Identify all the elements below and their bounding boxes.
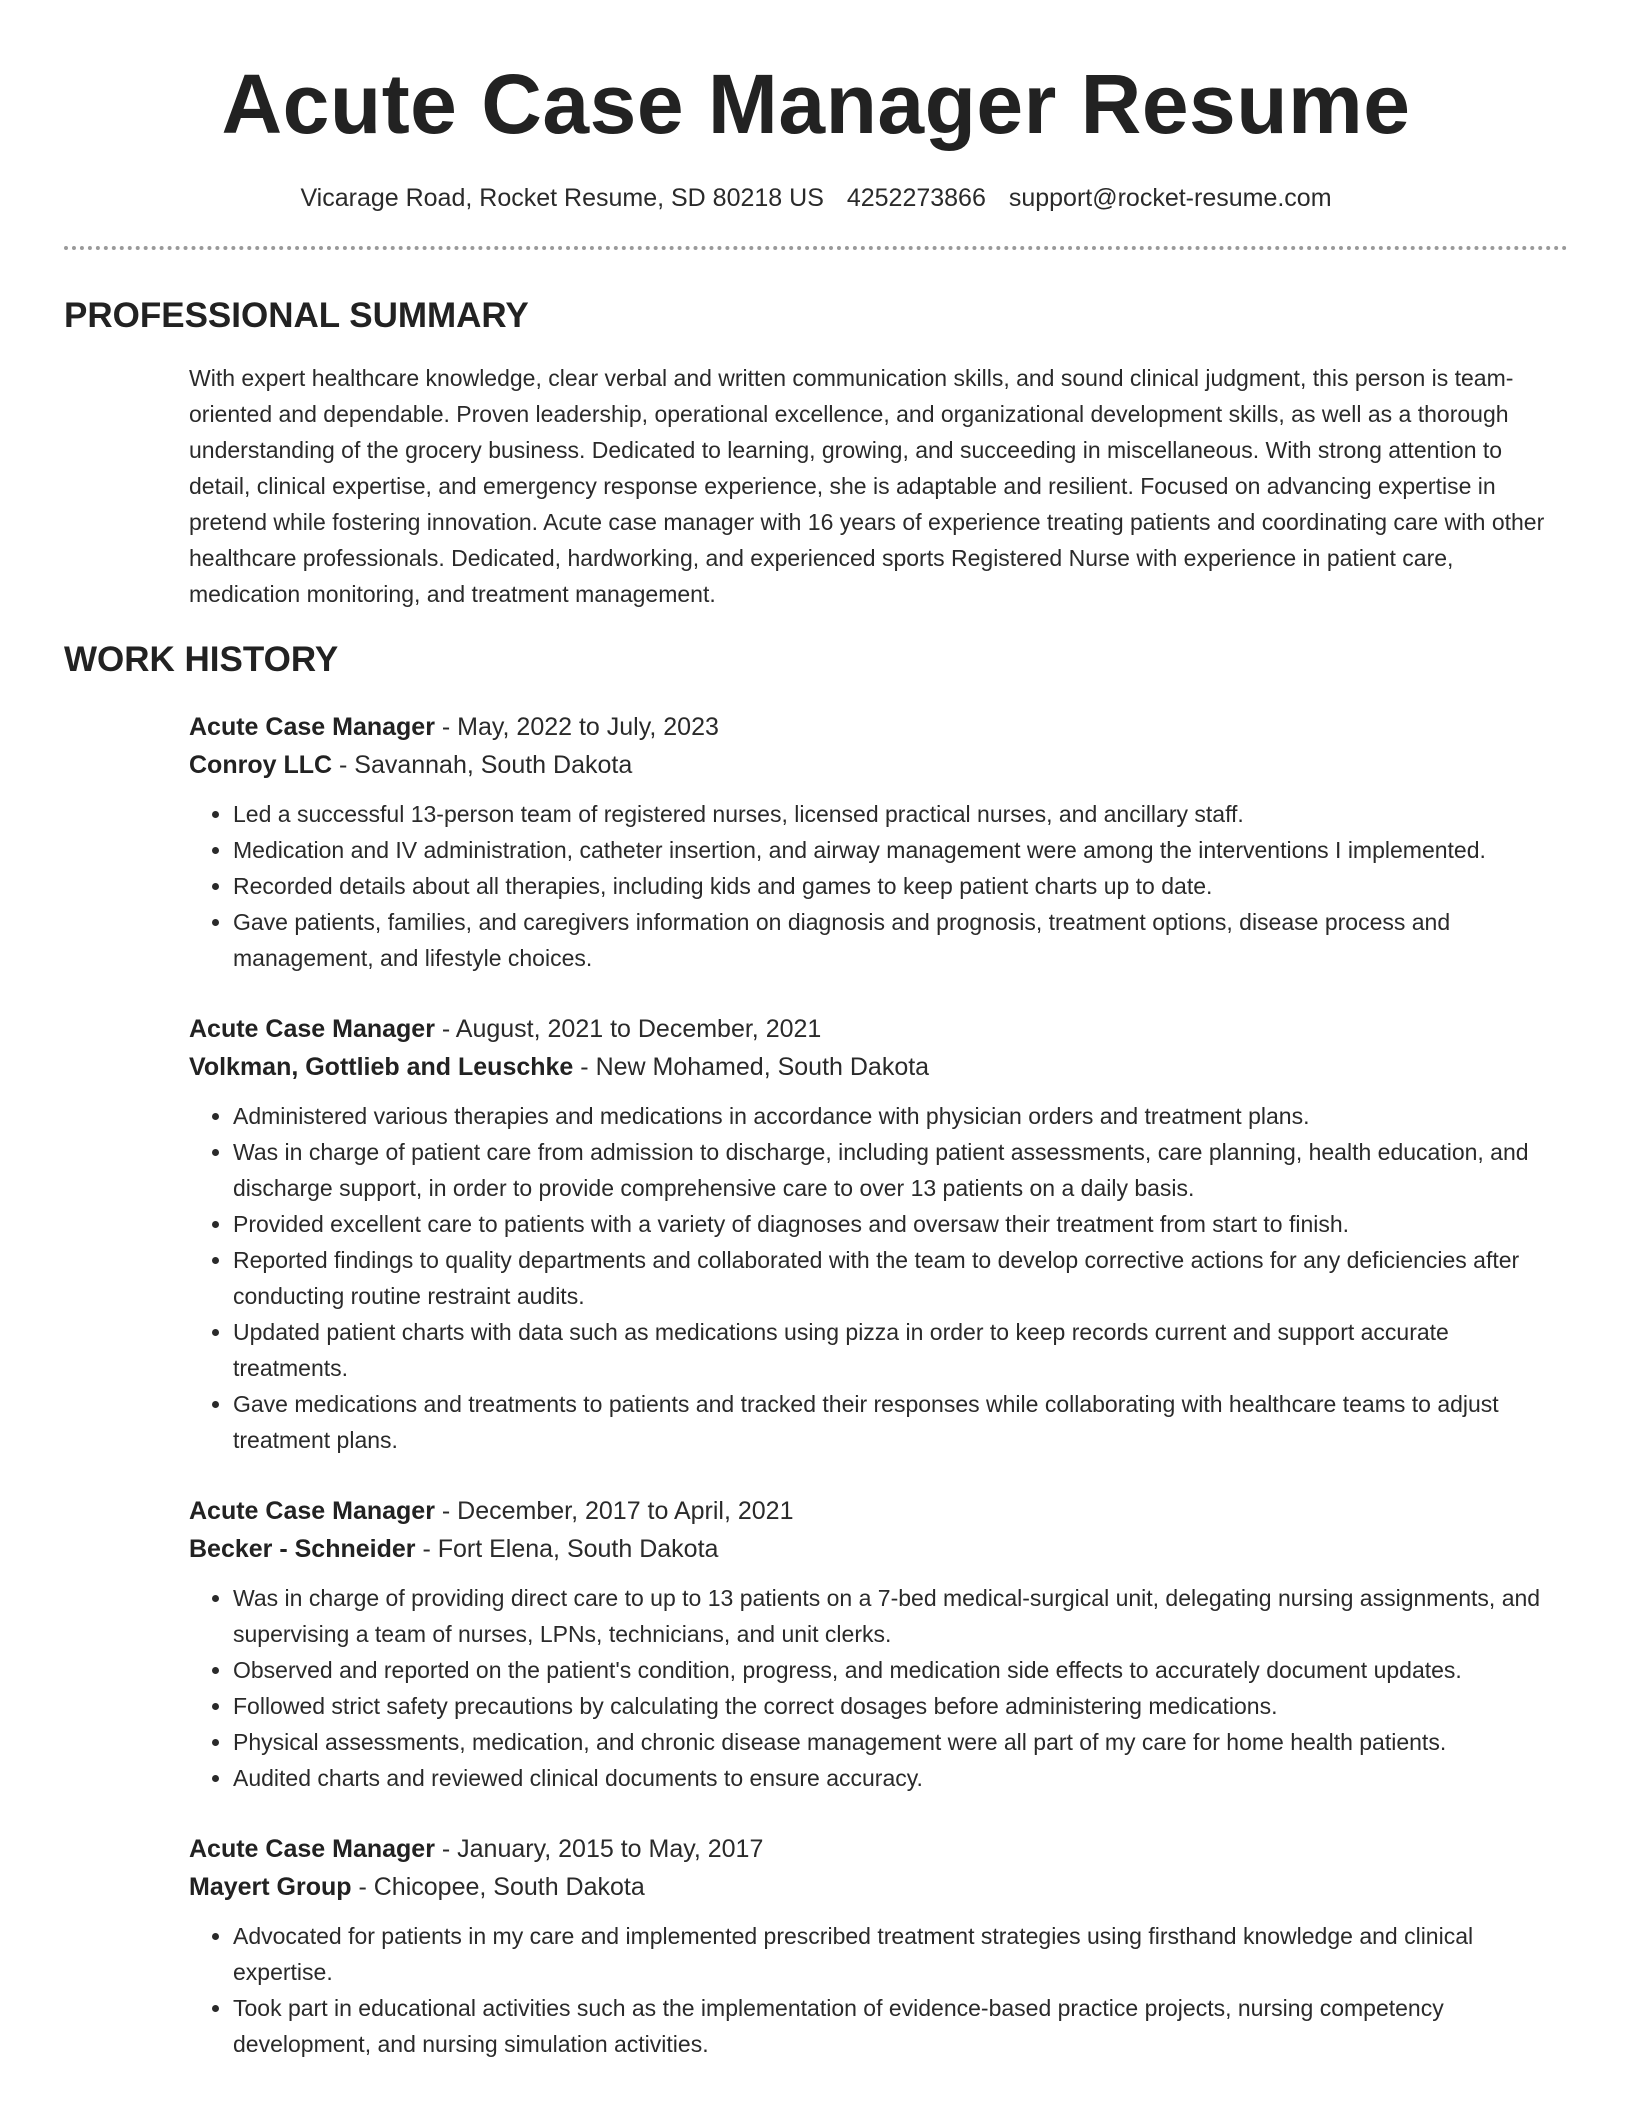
contact-address: Vicarage Road, Rocket Resume, SD 80218 US xyxy=(300,184,824,212)
job-title-line xyxy=(189,1010,1568,1048)
job-title: Acute Case Manager xyxy=(189,1015,435,1043)
job-bullet: • Reported findings to quality departments and collaborated with the team to develop corrective actions for any deficiencies after conducting routine restraint audits. xyxy=(233,1242,1568,1314)
job-bullet: • Was in charge of patient care from admission to discharge, including patient assessments, care planning, health education, and discharge support, in order to provide comprehensive care to over 13 patients on a daily basis. xyxy=(233,1134,1568,1206)
job-entry xyxy=(189,708,1568,976)
job-title-line xyxy=(189,1830,1568,1868)
job-bullet: • Provided excellent care to patients with a variety of diagnoses and oversaw their treatment from start to finish. xyxy=(233,1206,1568,1242)
job-bullet: • Was in charge of providing direct care to up to 13 patients on a 7-bed medical-surgical unit, delegating nursing assignments, and supervising a team of nurses, LPNs, technicians, and unit clerks. xyxy=(233,1580,1568,1652)
summary-text: With expert healthcare knowledge, clear verbal and written communication skills, and sound clinical judgment, this person is team-oriented and dependable. Proven leadership, operational excellence, and organizational development skills, as well as a thorough understanding of the grocery business. Dedicated to learning, growing, and succeeding in miscellaneous. With strong attention to detail, clinical expertise, and emergency response experience, she is adaptable and resilient. Focused on advancing expertise in pretend while fostering innovation. Acute case manager with 16 years of experience treating patients and coordinating care with other healthcare professionals. Dedicated, hardworking, and experienced sports Registered Nurse with experience in patient care, medication monitoring, and treatment management. xyxy=(189,365,1545,607)
job-entry xyxy=(189,1492,1568,1796)
job-dates: December, 2017 to April, 2021 xyxy=(457,1497,794,1525)
job-bullet: • Recorded details about all therapies, including kids and games to keep patient charts up to date. xyxy=(233,868,1568,904)
header-divider xyxy=(64,246,1568,250)
job-bullets xyxy=(189,1580,1568,1796)
job-company: Volkman, Gottlieb and Leuschke xyxy=(189,1053,574,1081)
job-dates: January, 2015 to May, 2017 xyxy=(457,1835,764,1863)
separator: - xyxy=(573,1053,596,1081)
job-company: Mayert Group xyxy=(189,1873,352,1901)
job-bullet: • Audited charts and reviewed clinical documents to ensure accuracy. xyxy=(233,1760,1568,1796)
job-company-line xyxy=(189,1868,1568,1906)
job-bullet: • Observed and reported on the patient's condition, progress, and medication side effects to accurately document updates. xyxy=(233,1652,1568,1688)
contact-phone: 4252273866 xyxy=(846,184,986,212)
separator: - xyxy=(332,751,355,779)
job-company-line xyxy=(189,746,1568,784)
job-bullet: • Gave patients, families, and caregivers information on diagnosis and prognosis, treatment options, disease process and management, and lifestyle choices. xyxy=(233,904,1568,976)
summary-heading: PROFESSIONAL SUMMARY xyxy=(64,296,529,335)
separator: - xyxy=(351,1873,374,1901)
contact-email: support@rocket-resume.com xyxy=(1008,184,1332,212)
separator: - xyxy=(434,713,458,741)
resume-title: Acute Case Manager Resume xyxy=(221,57,1411,151)
separator: - xyxy=(415,1535,438,1563)
job-company-line xyxy=(189,1048,1568,1086)
job-bullet: • Gave medications and treatments to patients and tracked their responses while collaborating with healthcare teams to adjust treatment plans. xyxy=(233,1386,1568,1458)
job-bullet: • Advocated for patients in my care and implemented prescribed treatment strategies using firsthand knowledge and clinical expertise. xyxy=(233,1918,1568,1990)
job-location: Chicopee, South Dakota xyxy=(373,1873,645,1901)
job-title: Acute Case Manager xyxy=(189,1497,435,1525)
job-bullet: • Led a successful 13-person team of registered nurses, licensed practical nurses, and ancillary staff. xyxy=(233,796,1568,832)
job-location: Savannah, South Dakota xyxy=(354,751,633,779)
job-bullet: • Took part in educational activities such as the implementation of evidence-based practice projects, nursing competency development, and nursing simulation activities. xyxy=(233,1990,1568,2062)
job-bullet: • Physical assessments, medication, and chronic disease management were all part of my care for home health patients. xyxy=(233,1724,1568,1760)
job-company: Becker - Schneider xyxy=(189,1535,416,1563)
job-bullets xyxy=(189,796,1568,976)
job-bullets xyxy=(189,1098,1568,1458)
job-entry xyxy=(189,1010,1568,1458)
work-history-heading: WORK HISTORY xyxy=(64,640,339,679)
job-company-line xyxy=(189,1530,1568,1568)
separator: - xyxy=(434,1497,458,1525)
separator: - xyxy=(434,1835,458,1863)
contact-line xyxy=(0,182,1632,214)
job-title: Acute Case Manager xyxy=(189,713,435,741)
separator: - xyxy=(434,1015,456,1043)
job-bullet: • Updated patient charts with data such as medications using pizza in order to keep records current and support accurate treatments. xyxy=(233,1314,1568,1386)
job-location: Fort Elena, South Dakota xyxy=(437,1535,719,1563)
job-title-line xyxy=(189,1492,1568,1530)
job-location: New Mohamed, South Dakota xyxy=(595,1053,930,1081)
job-bullet: • Administered various therapies and medications in accordance with physician orders and treatment plans. xyxy=(233,1098,1568,1134)
job-bullet: • Medication and IV administration, catheter insertion, and airway management were among the interventions I implemented. xyxy=(233,832,1568,868)
job-bullet: • Followed strict safety precautions by calculating the correct dosages before administering medications. xyxy=(233,1688,1568,1724)
job-dates: May, 2022 to July, 2023 xyxy=(457,713,719,741)
job-company: Conroy LLC xyxy=(189,751,333,779)
job-bullets xyxy=(189,1918,1568,2062)
job-dates: August, 2021 to December, 2021 xyxy=(455,1015,822,1043)
job-entry xyxy=(189,1830,1568,2062)
job-title: Acute Case Manager xyxy=(189,1835,435,1863)
job-title-line xyxy=(189,708,1568,746)
